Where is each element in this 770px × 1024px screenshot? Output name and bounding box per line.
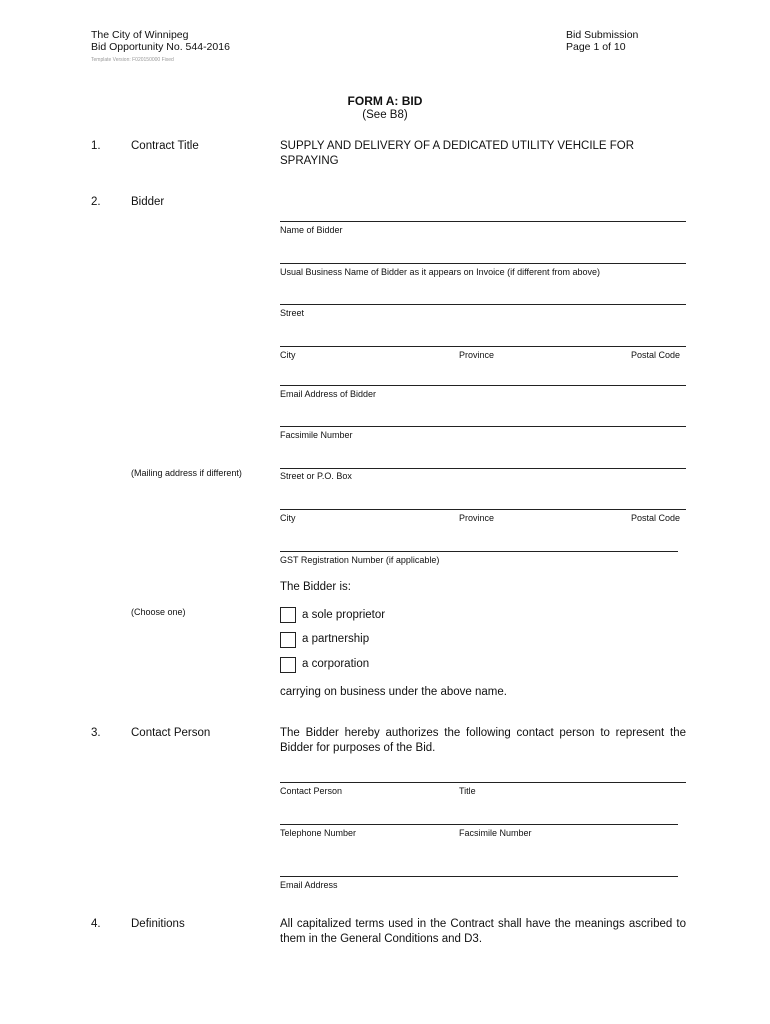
header-bid-opportunity: Bid Opportunity No. 544-2016 bbox=[91, 41, 230, 53]
section2-number: 2. bbox=[91, 196, 101, 208]
fax-label: Facsimile Number bbox=[280, 430, 353, 440]
street-field[interactable] bbox=[280, 304, 686, 305]
contact-authorization-text: The Bidder hereby authorizes the following contact person to represent the Bidder for purposes of the Bid. bbox=[280, 727, 686, 754]
header-template-note: Template Version: F020150000 Fixed bbox=[91, 57, 174, 63]
section1-number: 1. bbox=[91, 140, 101, 152]
section1-label: Contract Title bbox=[131, 140, 199, 152]
name-of-bidder-label: Name of Bidder bbox=[280, 225, 343, 235]
section3-number: 3. bbox=[91, 727, 101, 739]
city-province-postal-field[interactable] bbox=[280, 346, 686, 347]
contract-title-line2: SPRAYING bbox=[280, 155, 339, 167]
mailing-postal-code-label: Postal Code bbox=[631, 513, 681, 523]
section2-label: Bidder bbox=[131, 196, 165, 208]
contact-email-field[interactable] bbox=[280, 876, 678, 877]
corporation-checkbox[interactable] bbox=[280, 657, 296, 673]
contract-title-line1: SUPPLY AND DELIVERY OF A DEDICATED UTILITY VEHCILE FOR bbox=[280, 140, 635, 152]
section4-label: Definitions bbox=[131, 918, 185, 930]
street-label: Street bbox=[280, 308, 305, 318]
gst-field[interactable] bbox=[280, 551, 678, 552]
phone-fax-field[interactable] bbox=[280, 824, 678, 825]
bidder-is-label: The Bidder is: bbox=[280, 581, 351, 593]
partnership-label: a partnership bbox=[302, 633, 370, 645]
po-box-label: Street or P.O. Box bbox=[280, 471, 352, 481]
carrying-on-text: carrying on business under the above name. bbox=[280, 686, 507, 698]
usual-business-name-field[interactable] bbox=[280, 263, 686, 264]
header-page-number: Page 1 of 10 bbox=[566, 41, 626, 53]
email-label: Email Address of Bidder bbox=[280, 389, 377, 399]
telephone-label: Telephone Number bbox=[280, 828, 357, 838]
header-bid-submission: Bid Submission bbox=[566, 29, 639, 41]
section4-number: 4. bbox=[91, 918, 101, 930]
definitions-text: All capitalized terms used in the Contract shall have the meanings ascribed to them in the General Conditions and D3. bbox=[280, 918, 686, 945]
province-label: Province bbox=[459, 350, 495, 360]
contact-person-title-field[interactable] bbox=[280, 782, 686, 783]
contact-title-label: Title bbox=[459, 786, 476, 796]
gst-label: GST Registration Number (if applicable) bbox=[280, 555, 440, 565]
sole-proprietor-label: a sole proprietor bbox=[302, 609, 386, 621]
contact-email-label: Email Address bbox=[280, 880, 338, 890]
form-title: FORM A: BID bbox=[347, 94, 423, 108]
po-box-field[interactable] bbox=[280, 468, 686, 469]
mailing-address-note: (Mailing address if different) bbox=[131, 468, 242, 478]
name-of-bidder-field[interactable] bbox=[280, 221, 686, 222]
usual-business-name-label: Usual Business Name of Bidder as it appears on Invoice (if different from above) bbox=[280, 267, 600, 277]
mailing-province-label: Province bbox=[459, 513, 495, 523]
contact-person-label: Contact Person bbox=[280, 786, 343, 796]
section3-label: Contact Person bbox=[131, 727, 211, 739]
postal-code-label: Postal Code bbox=[631, 350, 681, 360]
mailing-city-province-postal-field[interactable] bbox=[280, 509, 686, 510]
partnership-checkbox[interactable] bbox=[280, 632, 296, 648]
email-field[interactable] bbox=[280, 385, 686, 386]
header-city: The City of Winnipeg bbox=[91, 29, 189, 41]
contact-fax-label: Facsimile Number bbox=[459, 828, 532, 838]
fax-field[interactable] bbox=[280, 426, 686, 427]
choose-one-note: (Choose one) bbox=[131, 607, 186, 617]
corporation-label: a corporation bbox=[302, 658, 370, 670]
mailing-city-label: City bbox=[280, 513, 296, 523]
sole-proprietor-checkbox[interactable] bbox=[280, 607, 296, 623]
city-label: City bbox=[280, 350, 296, 360]
form-subtitle: (See B8) bbox=[362, 109, 408, 121]
